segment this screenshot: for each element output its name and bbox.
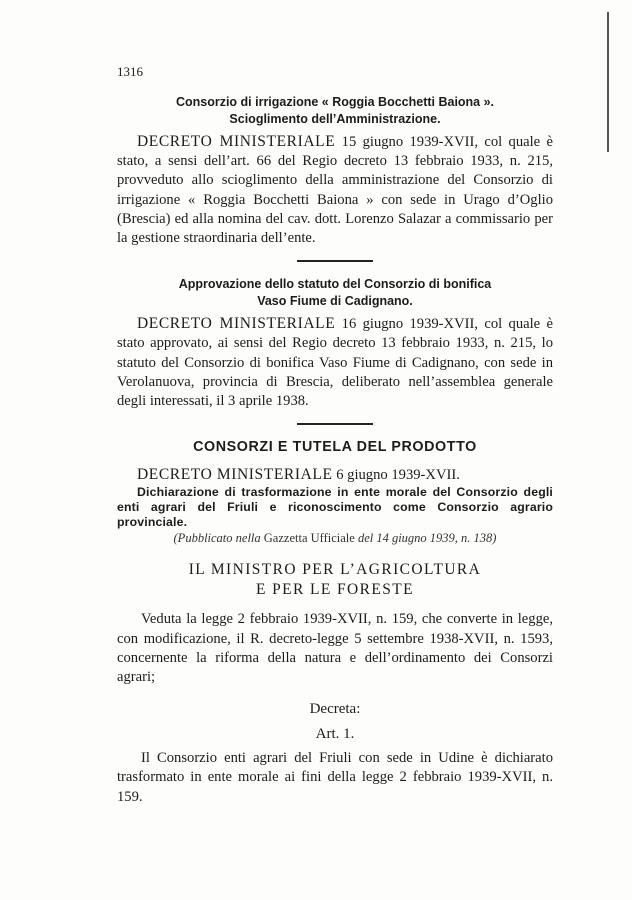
section-title-line1: Consorzio di irrigazione « Roggia Bocchetti Baiona ».	[175, 95, 495, 109]
decree-text: 15 giugno 1939-XVII, col quale è stato, a sensi dell’art. 66 del Regio decreto 13 febbraio 1933, n. 215, provveduto allo scioglimento della amministrazione del Consorzio di irrigazione « Roggia Bocchetti Baiona » con sede in Urago d’Oglio (Brescia) ed alla nomina del cav. dott. Lorenzo Salazar a commissario per la gestione straordinaria dell’ente.	[117, 134, 553, 247]
section-consorzi-tutela	[117, 439, 553, 807]
gazette-reference	[117, 531, 553, 546]
section-title	[117, 94, 553, 128]
section-roggia-bocchetti	[117, 94, 553, 248]
article-text: Il Consorzio enti agrari del Friuli con sede in Udine è dichiarato trasformato in ente morale ai fini della legge 2 febbraio 1939-XVII, n. 159.	[117, 750, 553, 805]
decree-text: 16 giugno 1939-XVII, col quale è stato approvato, ai sensi del Regio decreto 13 febbraio 1933, n. 215, lo statuto del Consorzio di bonifica Vaso Fiume di Cadignano, con sede in Verolanuova, provincia di Brescia, deliberato nell’assemblea generale degli interessati, il 3 aprile 1938.	[117, 316, 553, 410]
decree-paragraph	[117, 314, 553, 411]
chapter-heading: CONSORZI E TUTELA DEL PRODOTTO	[193, 439, 477, 456]
gazette-prefix: (Pubblicato nella	[173, 531, 261, 546]
section-divider	[297, 260, 373, 262]
section-title-line2: Vaso Fiume di Cadignano.	[257, 294, 413, 309]
decree-subtitle: Dichiarazione di trasformazione in ente morale del Consorzio degli enti agrari del Friuli e riconoscimento come Consorzio agrario provinciale.	[117, 485, 553, 530]
decree-date: 6 giugno 1939-XVII.	[336, 467, 460, 484]
decree-lead: DECRETO MINISTERIALE	[137, 315, 336, 333]
section-divider	[297, 423, 373, 425]
decree-header	[117, 465, 553, 485]
minister-line1: IL MINISTRO PER L’AGRICOLTURA	[188, 561, 482, 579]
decreta-label: Decreta:	[309, 701, 361, 718]
page-number: 1316	[117, 64, 143, 79]
article-title: Art. 1.	[315, 726, 355, 743]
scan-margin-line	[607, 12, 609, 152]
document-page	[117, 64, 553, 807]
section-title-line2: Scioglimento dell’Amministrazione.	[229, 112, 441, 126]
decree-lead: DECRETO MINISTERIALE	[137, 133, 336, 150]
minister-line2: E PER LE FORESTE	[255, 581, 415, 599]
gazette-name: Gazzetta Ufficiale	[263, 531, 355, 546]
section-title-line1: Approvazione dello statuto del Consorzio di bonifica	[178, 277, 492, 292]
gazette-suffix: del 14 giugno 1939, n. 138)	[357, 531, 497, 546]
visto-paragraph: Veduta la legge 2 febbraio 1939-XVII, n. 159, che converte in legge, con modificazione, il R. decreto-legge 5 settembre 1938-XVII, n. 1593, concernente la riforma della natura e dell’ordinamento dei Consorzi agrari;	[117, 611, 553, 686]
section-title	[117, 276, 553, 310]
minister-heading	[117, 560, 553, 600]
decree-lead: DECRETO MINISTERIALE	[137, 466, 333, 484]
section-vaso-fiume	[117, 276, 553, 411]
decree-paragraph	[117, 132, 553, 248]
